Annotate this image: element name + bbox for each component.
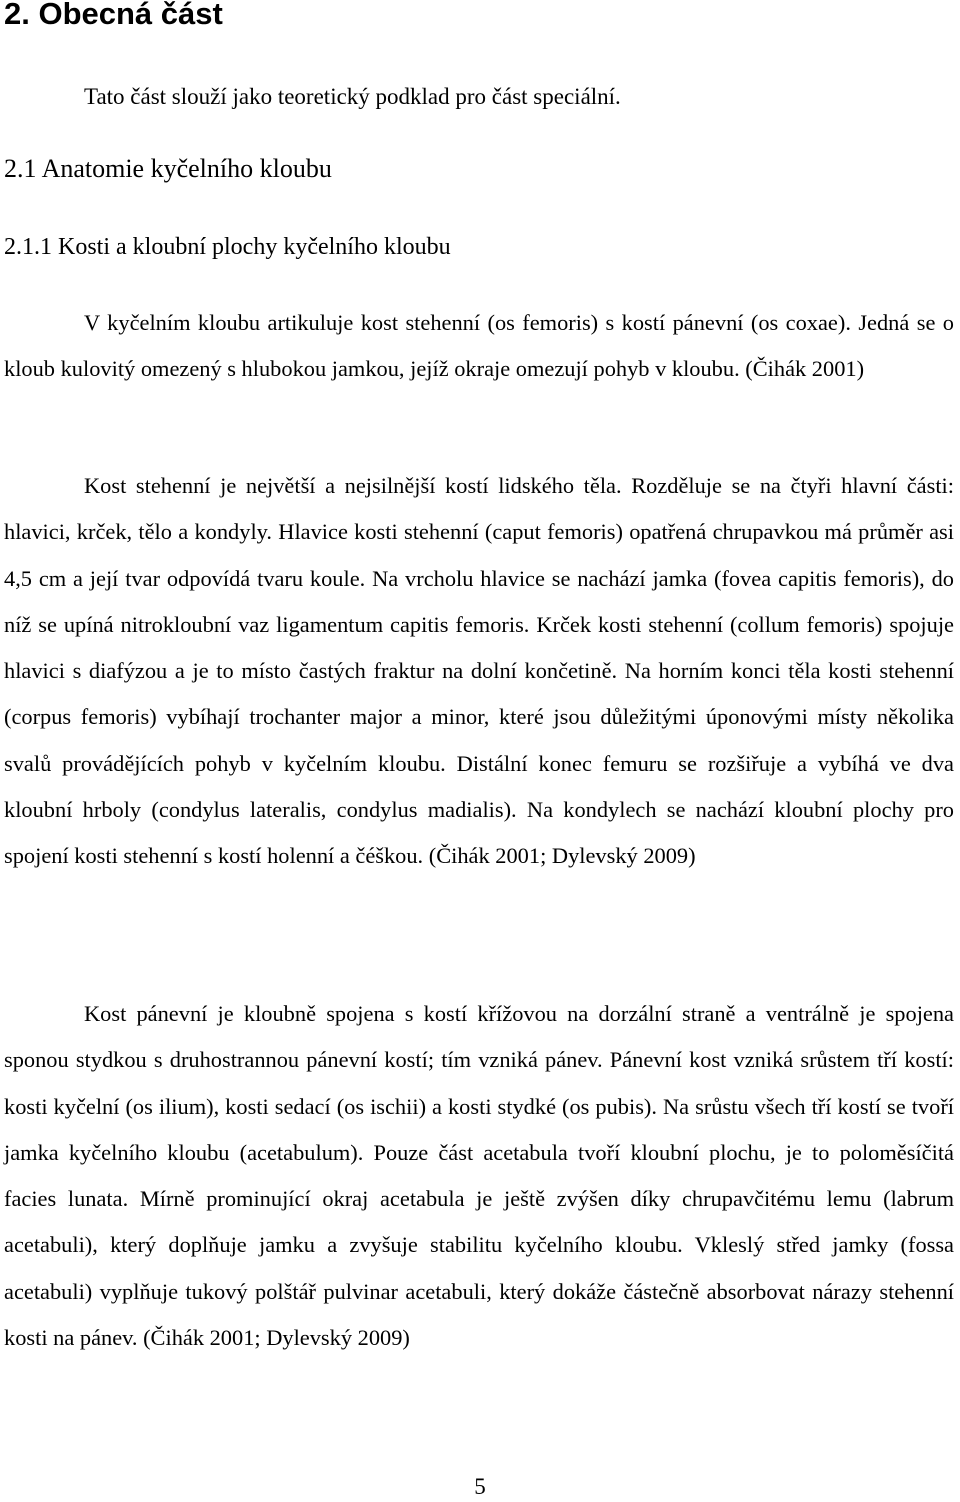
- section-heading: 2.1 Anatomie kyčelního kloubu: [4, 154, 332, 183]
- intro-text: Tato část slouží jako teoretický podklad pro část speciální.: [84, 84, 621, 109]
- paragraph-pelvic-bone: Kost pánevní je kloubně spojena s kostí křížovou na dorzální straně a ventrálně je spojena sponou stydkou s druhostrannou pánevní kostí; tím vzniká pánev. Pánevní kost vzniká srůstem tří kostí: kosti kyčelní (os ilium), kosti sedací (os ischii) a kosti stydké (os pubis). Na srůstu všech tří kostí se tvoří jamka kyčelního kloubu (acetabulum). Pouze část acetabula tvoří kloubní plochu, je to poloměsíčitá facies lunata. Mírně prominující okraj acetabula je ještě zvýšen díky chrupavčitému lemu (labrum acetabuli), který doplňuje jamku a zvyšuje stabilitu kyčelního kloubu. Vkleslý střed jamky (fossa acetabuli) vyplňuje tukový polštář pulvinar acetabuli, který dokáže částečně absorbovat nárazy stehenní kosti na pánev. (Čihák 2001; Dylevský 2009): [4, 1001, 954, 1351]
- paragraph-femur: Kost stehenní je největší a nejsilnější kostí lidského těla. Rozděluje se na čtyři hlavní části: hlavici, krček, tělo a kondyly. Hlavice kosti stehenní (caput femoris) opatřená chrupavkou má průměr asi 4,5 cm a její tvar odpovídá tvaru koule. Na vrcholu hlavice se nachází jamka (fovea capitis femoris), do níž se upíná nitrokloubní vaz ligamentum capitis femoris. Krček kosti stehenní (collum femoris) spojuje hlavici s diafýzou a je to místo častých fraktur na dolní končetině. Na horním konci těla kosti stehenní (corpus femoris) vybíhají trochanter major a minor, které jsou důležitými úponovými místy několika svalů provádějících pohyb v kyčelním kloubu. Distální konec femuru se rozšiřuje a vybíhá ve dva kloubní hrboly (condylus lateralis, condylus madialis). Na kondylech se nachází kloubní plochy pro spojení kosti stehenní s kostí holenní a čéškou. (Čihák 2001; Dylevský 2009): [4, 473, 954, 869]
- page-number: 5: [474, 1474, 486, 1499]
- subsection-heading: 2.1.1 Kosti a kloubní plochy kyčelního kloubu: [4, 234, 451, 260]
- paragraph-hip-joint: V kyčelním kloubu artikuluje kost stehenní (os femoris) s kostí pánevní (os coxae). Jedná se o kloub kulovitý omezený s hlubokou jamkou, jejíž okraje omezují pohyb v kloubu. (Čihák 2001): [4, 310, 954, 382]
- chapter-heading: 2. Obecná část: [4, 0, 223, 31]
